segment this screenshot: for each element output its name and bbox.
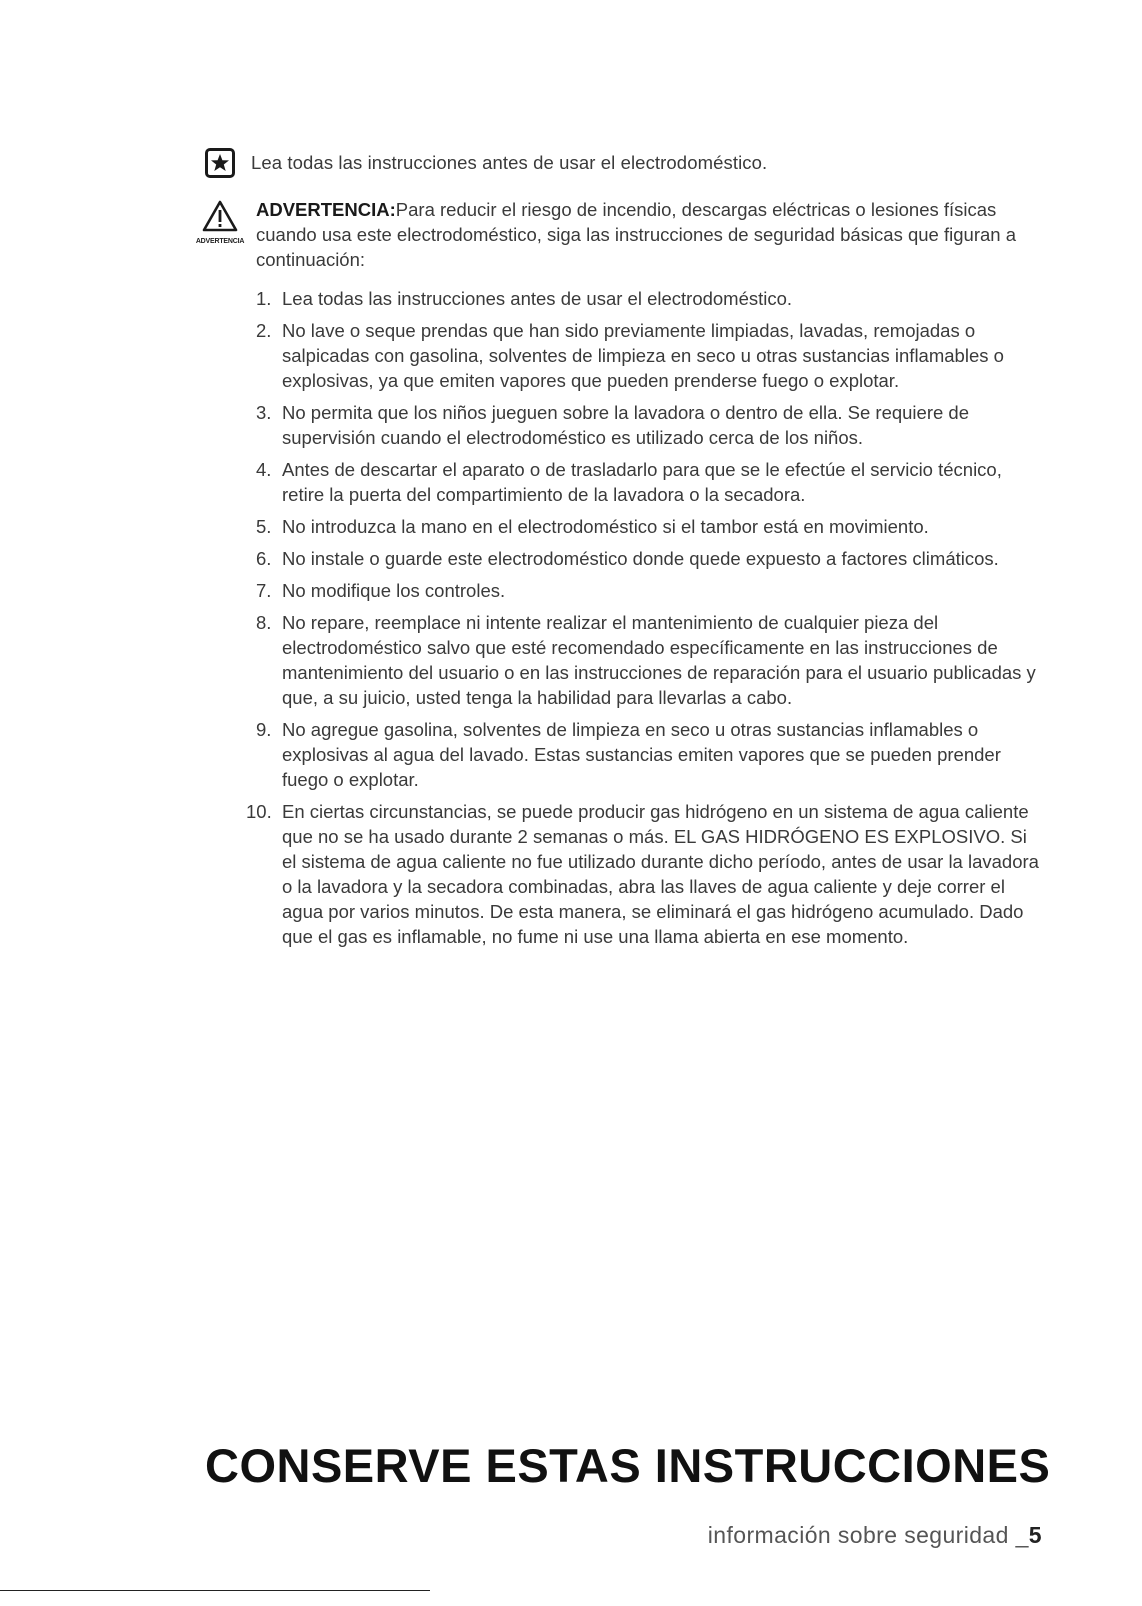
list-item <box>256 514 1046 539</box>
intro-note <box>205 148 767 178</box>
item-text: No permita que los niños jueguen sobre la lavadora o dentro de ella. Se requiere de supervisión cuando el electrodoméstico es utilizado cerca de los niños. <box>282 402 970 448</box>
item-text: Antes de descartar el aparato o de trasladarlo para que se le efectúe el servicio técnico, retire la puerta del compartimiento de la lavadora o la secadora. <box>282 459 1002 505</box>
intro-text: Lea todas las instrucciones antes de usar el electrodoméstico. <box>251 152 768 173</box>
item-text: No introduzca la mano en el electrodoméstico si el tambor está en movimiento. <box>282 516 929 537</box>
item-number: 3. <box>256 402 272 423</box>
conserve-instructions-title: CONSERVE ESTAS INSTRUCCIONES <box>205 1439 1051 1492</box>
list-item <box>256 578 1046 603</box>
list-item <box>256 546 1046 571</box>
item-number: 7. <box>256 580 272 601</box>
warning-lead: ADVERTENCIA: <box>256 199 396 220</box>
page-footer <box>708 1522 1042 1549</box>
item-text: No lave o seque prendas que han sido previamente limpiadas, lavadas, remojadas o salpicadas con gasolina, solventes de limpieza en seco u otras sustancias inflamables o explosivas, ya que emiten vapores que pueden prenderse fuego o explotar. <box>282 320 1004 391</box>
item-number: 8. <box>256 612 272 633</box>
item-text: No instale o guarde este electrodoméstico donde quede expuesto a factores climáticos. <box>282 548 999 569</box>
item-text: Lea todas las instrucciones antes de usar el electrodoméstico. <box>282 288 793 309</box>
item-text: No agregue gasolina, solventes de limpieza en seco u otras sustancias inflamables o explosivas al agua del lavado. Estas sustancias emiten vapores que se pueden prender fuego o explotar. <box>282 719 1001 790</box>
item-text: No modifique los controles. <box>282 580 506 601</box>
star-note-icon <box>205 148 235 178</box>
section-name: información sobre seguridad _ <box>707 1522 1029 1548</box>
warning-text: Para reducir el riesgo de incendio, descargas eléctricas o lesiones físicas cuando usa este electrodoméstico, siga las instrucciones de seguridad básicas que figuran a continuación: <box>256 199 1016 270</box>
list-item <box>246 799 1046 949</box>
item-number: 9. <box>256 719 272 740</box>
list-item <box>256 717 1046 792</box>
list-item <box>256 286 1046 311</box>
item-number: 6. <box>256 548 272 569</box>
warning-triangle-icon <box>202 200 238 232</box>
list-item <box>256 318 1046 393</box>
page-number: 5 <box>1028 1522 1042 1548</box>
item-number: 4. <box>256 459 272 480</box>
safety-rules-list <box>246 286 1046 956</box>
warning-icon-label: ADVERTENCIA <box>195 238 245 245</box>
item-number: 5. <box>256 516 272 537</box>
warning-paragraph <box>256 197 1046 272</box>
item-number: 10. <box>246 801 272 822</box>
bottom-divider <box>0 1590 430 1591</box>
item-number: 2. <box>256 320 272 341</box>
list-item <box>256 457 1046 507</box>
item-text: No repare, reemplace ni intente realizar el mantenimiento de cualquier pieza del electrodoméstico salvo que esté recomendado específicamente en las instrucciones de mantenimiento del usuario o en las instrucciones de reparación para el usuario publicadas y que, a su juicio, usted tenga la habilidad para llevarlas a cabo. <box>282 612 1036 708</box>
item-number: 1. <box>256 288 272 309</box>
list-item <box>256 610 1046 710</box>
list-item <box>256 400 1046 450</box>
warning-symbol <box>195 200 245 245</box>
item-text: En ciertas circunstancias, se puede producir gas hidrógeno en un sistema de agua caliente que no se ha usado durante 2 semanas o más. EL GAS HIDRÓGENO ES EXPLOSIVO. Si el sistema de agua caliente no fue utilizado durante dicho período, antes de usar la lavadora o la lavadora y la secadora combinadas, abra las llaves de agua caliente y deje correr el agua por varios minutos. De esta manera, se eliminará el gas hidrógeno acumulado. Dado que el gas es inflamable, no fume ni use una llama abierta en ese momento. <box>282 801 1039 947</box>
